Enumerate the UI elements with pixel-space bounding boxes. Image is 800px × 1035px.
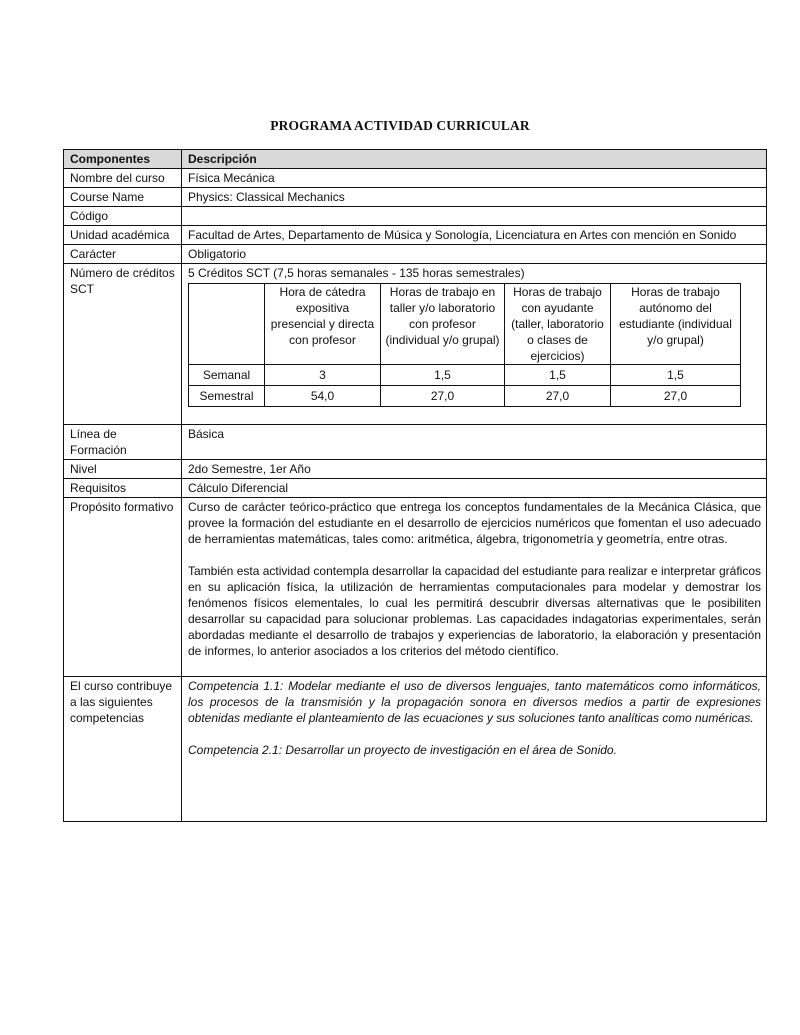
header-componentes: Componentes (64, 150, 182, 169)
table-header-row (64, 150, 767, 169)
hours-cell: 3 (265, 365, 381, 386)
hours-cell: 27,0 (505, 386, 611, 407)
hours-cell: 1,5 (505, 365, 611, 386)
proposito-paragraph-2: También esta actividad contempla desarrollar la capacidad del estudiante para realizar e interpretar gráficos en su aplicación física, la utilización de herramientas computacionales para modelar y demostrar los fenómenos físicos elementales, lo cual les permitirá descubrir diversas alternativas que le posibiliten desarrollar su capacidad para solucionar problemas. Las capacidades indagatorias experimentales, serán abordadas mediante el desarrollo de trabajos y experiencias de laboratorio, la elaboración y presentación de informes, lo anterior asociados a los criterios del método científico. (188, 564, 761, 658)
header-descripcion: Descripción (182, 150, 767, 169)
row-label-requisitos: Requisitos (64, 479, 182, 498)
table-row (64, 677, 767, 822)
proposito-paragraph-1: Curso de carácter teórico-práctico que entrega los conceptos fundamentales de la Mecánica Clásica, que provee la formación del estudiante en el desarrollo de ejercicios numéricos que fomentan el uso adecuado de herramientas matemáticas, tales como: aritmética, álgebra, trigonometría y geometría, entre otras. (188, 500, 761, 546)
hours-col-catedra: Hora de cátedra expositiva presencial y directa con profesor (265, 284, 381, 365)
hours-header-row (189, 284, 741, 365)
row-value-competencias (182, 677, 767, 822)
row-label-codigo: Código (64, 207, 182, 226)
table-row (64, 425, 767, 460)
competencia-2-1: Competencia 2.1: Desarrollar un proyecto de investigación en el área de Sonido. (188, 743, 617, 757)
row-value-creditos (182, 264, 767, 425)
table-row (64, 245, 767, 264)
hours-row-label: Semanal (189, 365, 265, 386)
curriculum-table (63, 149, 767, 822)
hours-row-label: Semestral (189, 386, 265, 407)
hours-cell: 27,0 (611, 386, 741, 407)
creditos-summary: 5 Créditos SCT (7,5 horas semanales - 135 horas semestrales) (188, 266, 525, 280)
row-value-requisitos: Cálculo Diferencial (182, 479, 767, 498)
row-label-nivel: Nivel (64, 460, 182, 479)
table-row (64, 188, 767, 207)
row-label-competencias: El curso contribuye a las siguientes competencias (64, 677, 182, 822)
table-row (64, 226, 767, 245)
row-value-course-name: Physics: Classical Mechanics (182, 188, 767, 207)
row-value-unidad: Facultad de Artes, Departamento de Música y Sonología, Licenciatura en Artes con mención en Sonido (182, 226, 767, 245)
row-value-codigo (182, 207, 767, 226)
hours-row-semestral (189, 386, 741, 407)
hours-col-autonomo: Horas de trabajo autónomo del estudiante (individual y/o grupal) (611, 284, 741, 365)
row-value-linea: Básica (182, 425, 767, 460)
hours-cell: 54,0 (265, 386, 381, 407)
table-row (64, 460, 767, 479)
row-label-unidad: Unidad académica (64, 226, 182, 245)
row-label-linea: Línea de Formación (64, 425, 182, 460)
row-label-nombre: Nombre del curso (64, 169, 182, 188)
document-title: PROGRAMA ACTIVIDAD CURRICULAR (270, 118, 530, 133)
hours-col-taller: Horas de trabajo en taller y/o laboratorio con profesor (individual y/o grupal) (381, 284, 505, 365)
hours-row-semanal (189, 365, 741, 386)
table-row (64, 207, 767, 226)
table-row (64, 169, 767, 188)
row-value-nivel: 2do Semestre, 1er Año (182, 460, 767, 479)
hours-table (188, 283, 741, 407)
table-row (64, 498, 767, 677)
table-row (64, 479, 767, 498)
row-value-proposito (182, 498, 767, 677)
row-value-nombre: Física Mecánica (182, 169, 767, 188)
hours-col-empty (189, 284, 265, 365)
competencia-1-1: Competencia 1.1: Modelar mediante el uso de diversos lenguajes, tanto matemáticos como informáticos, los procesos de la transmisión y la propagación sonora en diversos medios a partir de expresiones obtenidas mediante el planteamiento de las ecuaciones y sus soluciones tanto analíticas como numéricas. (188, 679, 761, 725)
row-label-caracter: Carácter (64, 245, 182, 264)
table-row (64, 264, 767, 425)
hours-cell: 1,5 (381, 365, 505, 386)
hours-cell: 1,5 (611, 365, 741, 386)
hours-cell: 27,0 (381, 386, 505, 407)
hours-col-ayudante: Horas de trabajo con ayudante (taller, laboratorio o clases de ejercicios) (505, 284, 611, 365)
row-label-creditos: Número de créditos SCT (64, 264, 182, 425)
row-label-course-name: Course Name (64, 188, 182, 207)
row-value-caracter: Obligatorio (182, 245, 767, 264)
row-label-proposito: Propósito formativo (64, 498, 182, 677)
